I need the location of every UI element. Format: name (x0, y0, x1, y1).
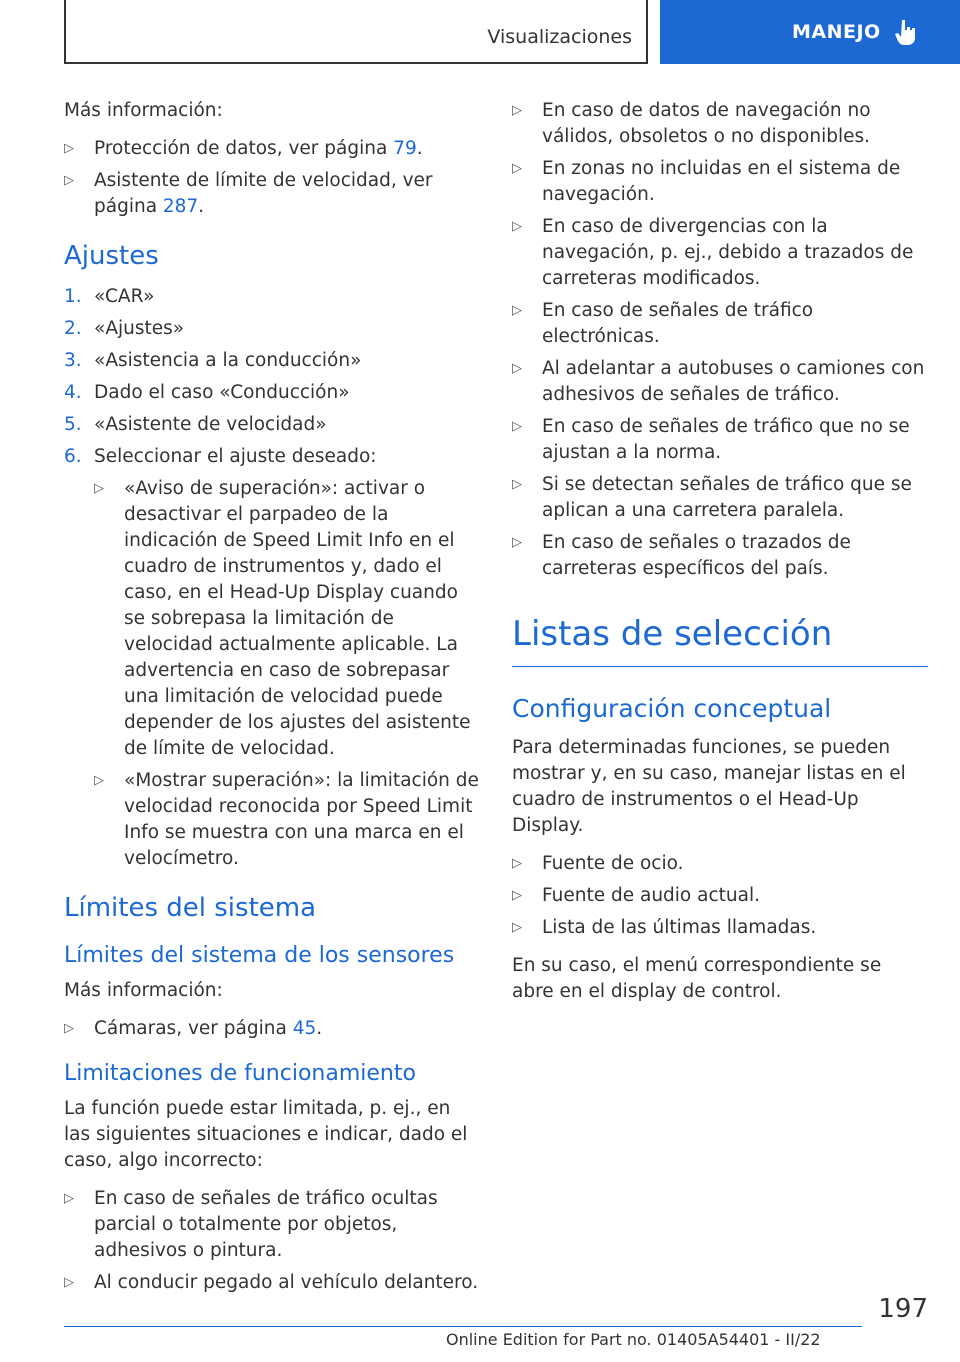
chapter-title: MANEJO (792, 21, 881, 43)
sensor-limits-heading: Límites del sistema de los sensores (64, 943, 455, 968)
func-limits-list (64, 1186, 480, 1296)
list-item: ▷ En caso de señales de tráfico ocultas parcial o totalmente por objetos, adhesivos o pintura. (64, 1186, 480, 1264)
page-link[interactable]: 287 (162, 196, 199, 217)
list-item: ▷ En caso de datos de navegación no válidos, obsoletos o no disponibles. (512, 98, 928, 150)
list-item: ▷ En caso de señales de tráfico que no se ajustan a la norma. (512, 414, 928, 466)
list-item: ▷ Al adelantar a autobuses o camiones con adhesivos de señales de tráfico. (512, 356, 928, 408)
right-column (512, 98, 928, 1017)
list-item: ▷ Asistente de límite de velocidad, ver página 287. (64, 168, 480, 220)
list-item: ▷ En caso de señales de tráfico electrónicas. (512, 298, 928, 350)
list-item: ▷ En caso de señales o trazados de carreteras específicos del país. (512, 530, 928, 582)
list-item: ▷ «Aviso de superación»: activar o desactivar el parpadeo de la indicación de Speed Limit Info en el cuadro de instrumentos y, dado el caso, en el Head-Up Display cuando se sobrepasa la limitación de velocidad actualmente aplicable. La advertencia en caso de sobrepasar una limitación de velocidad puede depender de los ajustes del asistente de límite de velocidad. (94, 476, 480, 762)
step-item: 3. «Asistencia a la conducción» (64, 348, 480, 374)
step-item: 5. «Asistente de velocidad» (64, 412, 480, 438)
list-item: ▷ En caso de divergencias con la navegación, p. ej., debido a trazados de carreteras modificados. (512, 214, 928, 292)
step-number: 2. (64, 318, 82, 339)
step-number: 4. (64, 382, 82, 403)
list-item: ▷ Fuente de audio actual. (512, 883, 928, 909)
concept-intro: Para determinadas funciones, se pueden mostrar y, en su caso, manejar listas en el cuadro de instrumentos o el Head-Up Display. (512, 737, 906, 836)
settings-heading: Ajustes (64, 241, 159, 271)
page-number: 197 (878, 1294, 928, 1324)
step-item: 6. Seleccionar el ajuste deseado: ▷ «Aviso de superación»: activar o desactivar el parpadeo de la indicación de Speed Limit Info en el cuadro de instrumentos y, dado el caso, en el Head-Up Display cuando se sobrepasa la limitación de velocidad actualmente aplicable. La advertencia en caso de sobrepasar una limitación de velocidad puede depender de los ajustes del asistente de límite de velocidad. ▷ «Mostrar superación»: la limitación de velocidad reconocida por Speed Limit Info se muestra con una marca en el velocímetro. (64, 444, 480, 872)
step-item: 2. «Ajustes» (64, 316, 480, 342)
list-item: ▷ Lista de las últimas llamadas. (512, 915, 928, 941)
chapter-tab[interactable] (660, 0, 960, 64)
section-title: Visualizaciones (487, 26, 632, 48)
step-item: 4. Dado el caso «Conducción» (64, 380, 480, 406)
limits-heading: Límites del sistema (64, 893, 317, 923)
header-section-box (64, 0, 648, 64)
step-number: 3. (64, 350, 82, 371)
list-item: ▷ Al conducir pegado al vehículo delantero. (64, 1270, 480, 1296)
left-column (64, 98, 480, 1308)
step-number: 1. (64, 286, 82, 307)
list-item: ▷ «Mostrar superación»: la limitación de velocidad reconocida por Speed Limit Info se muestra con una marca en el velocímetro. (94, 768, 480, 872)
lists-heading: Listas de selección (512, 612, 928, 667)
func-limits-list-cont (512, 98, 928, 582)
step-number: 5. (64, 414, 82, 435)
more-info-list (64, 136, 480, 220)
footer-divider (64, 1326, 862, 1327)
more-info-label: Más información: (64, 100, 223, 121)
step-number: 6. (64, 446, 82, 467)
step-item: 1. «CAR» (64, 284, 480, 310)
concept-list (512, 851, 928, 941)
hand-pointer-icon (895, 18, 917, 46)
more-info-list (64, 1016, 480, 1042)
list-item: ▷ En zonas no incluidas en el sistema de navegación. (512, 156, 928, 208)
page-link[interactable]: 79 (393, 138, 417, 159)
func-limits-intro: La función puede estar limitada, p. ej., en las siguientes situaciones e indicar, dado el caso, algo incorrecto: (64, 1098, 468, 1171)
edition-text: Online Edition for Part no. 01405A54401 - II/22 (446, 1330, 821, 1349)
page-link[interactable]: 45 (292, 1018, 317, 1039)
step6-options (94, 476, 480, 872)
more-info-label: Más información: (64, 980, 223, 1001)
func-limits-heading: Limitaciones de funcionamiento (64, 1061, 416, 1086)
concept-heading: Configuración conceptual (512, 694, 832, 723)
list-item: ▷ Cámaras, ver página 45. (64, 1016, 480, 1042)
list-item: ▷ Si se detectan señales de tráfico que se aplican a una carretera paralela. (512, 472, 928, 524)
list-item: ▷ Protección de datos, ver página 79. (64, 136, 480, 162)
settings-steps (64, 284, 480, 872)
concept-outro: En su caso, el menú correspondiente se abre en el display de control. (512, 955, 882, 1002)
list-item: ▷ Fuente de ocio. (512, 851, 928, 877)
